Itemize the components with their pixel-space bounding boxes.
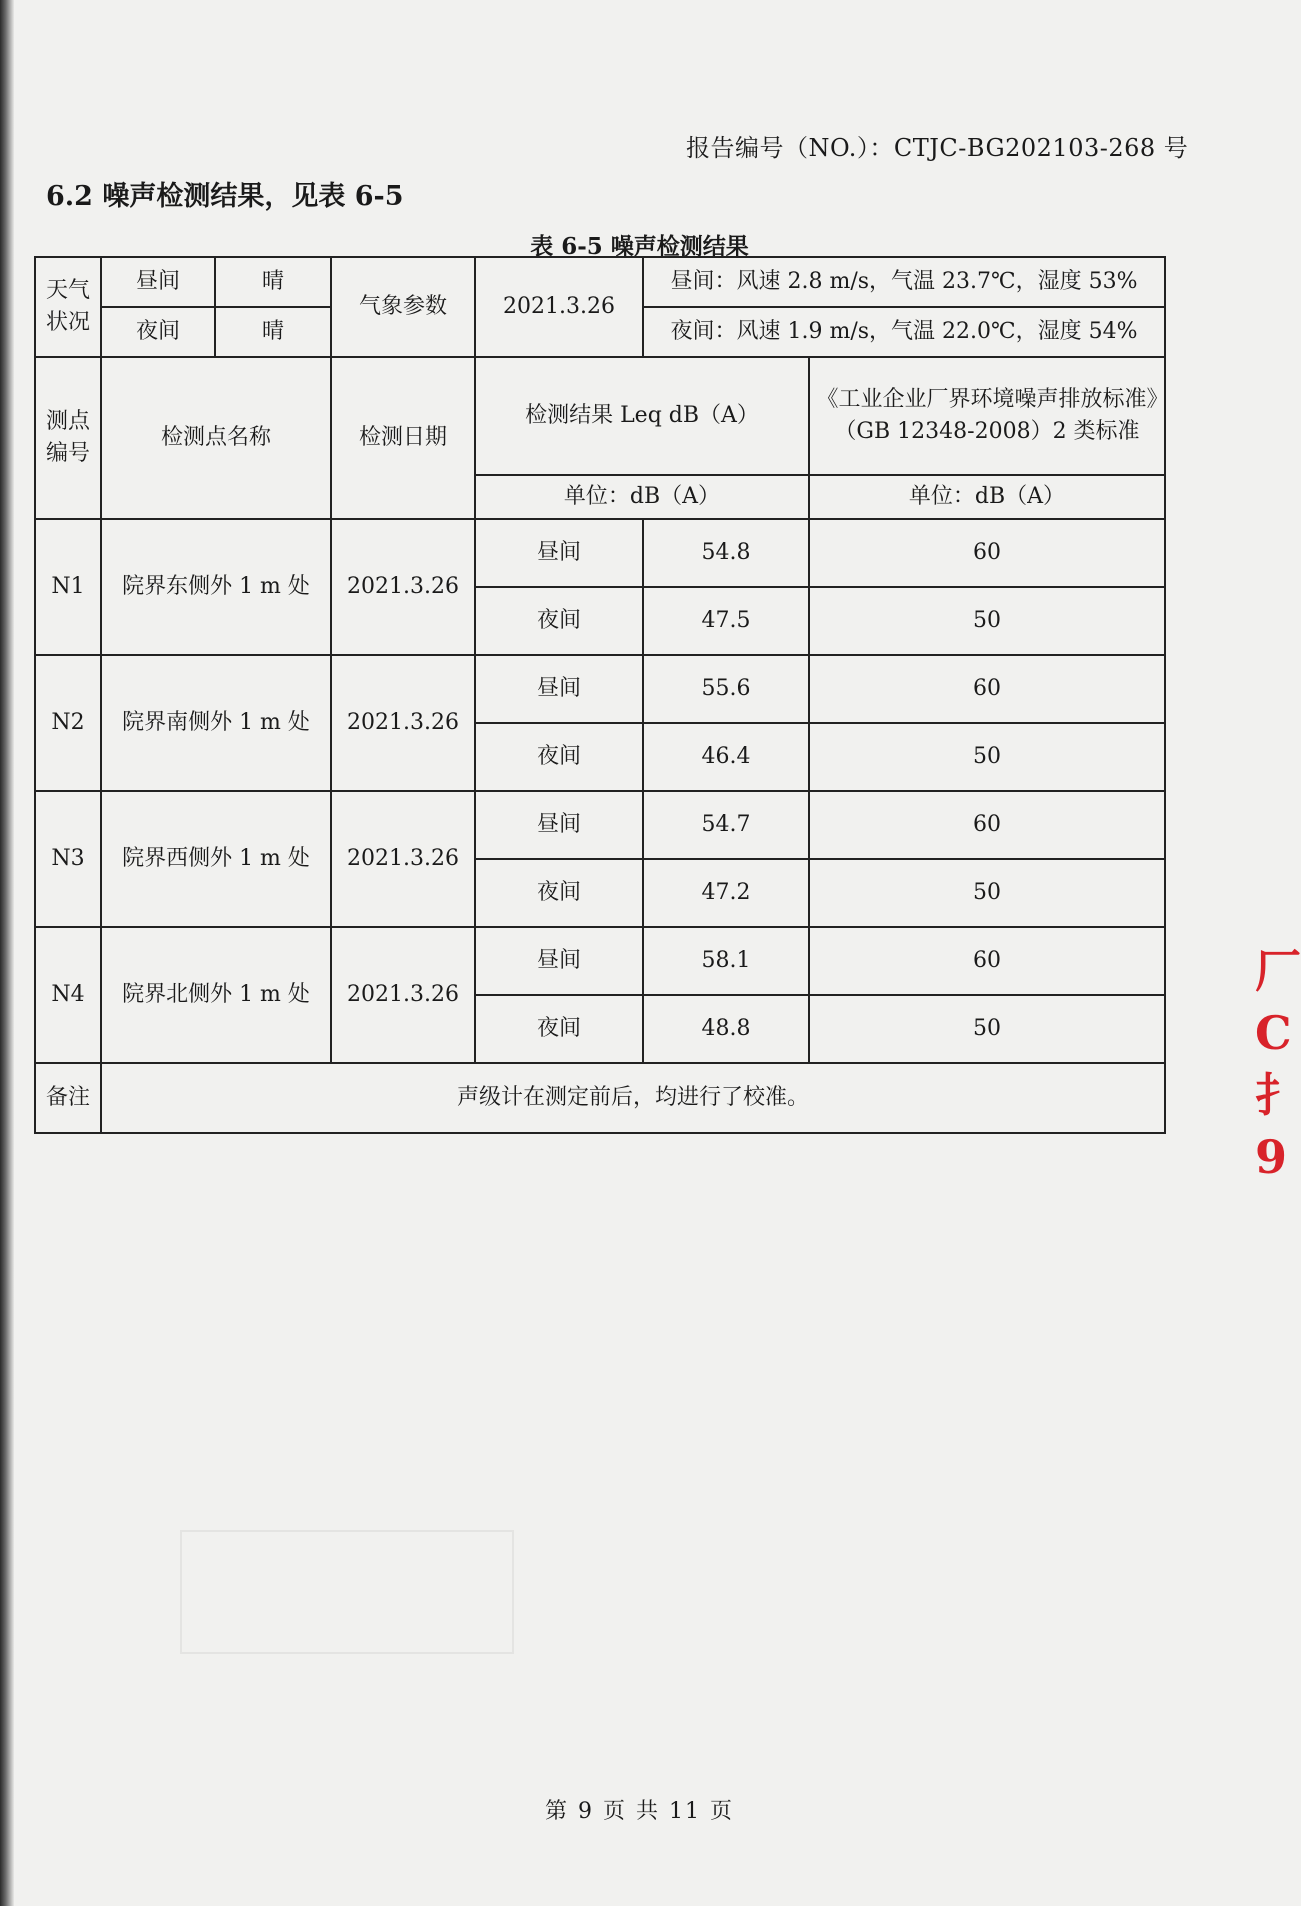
point-name-cell: 院界北侧外 1 m 处 bbox=[101, 927, 331, 1063]
limit-cell: 60 bbox=[809, 655, 1165, 723]
value-cell: 55.6 bbox=[643, 655, 809, 723]
header-standard: 《工业企业厂界环境噪声排放标准》（GB 12348-2008）2 类标准 bbox=[809, 357, 1165, 475]
table-row bbox=[35, 655, 1165, 723]
weather-row-day bbox=[35, 257, 1165, 307]
value-cell: 58.1 bbox=[643, 927, 809, 995]
remark-row bbox=[35, 1063, 1165, 1133]
point-id-cell: N1 bbox=[35, 519, 101, 655]
period-cell: 昼间 bbox=[475, 655, 643, 723]
weather-day-value: 晴 bbox=[215, 257, 331, 307]
value-cell: 47.2 bbox=[643, 859, 809, 927]
stamp-glyph: 扌 bbox=[1255, 1068, 1301, 1122]
table-row bbox=[35, 791, 1165, 859]
period-cell: 昼间 bbox=[475, 927, 643, 995]
section-title: 6.2 噪声检测结果，见表 6-5 bbox=[46, 181, 404, 212]
weather-day-label: 昼间 bbox=[101, 257, 215, 307]
point-id-cell: N3 bbox=[35, 791, 101, 927]
date-cell: 2021.3.26 bbox=[331, 655, 475, 791]
stamp-glyph: C bbox=[1255, 1006, 1292, 1060]
point-id-cell: N2 bbox=[35, 655, 101, 791]
limit-cell: 50 bbox=[809, 723, 1165, 791]
header-point-name: 检测点名称 bbox=[101, 357, 331, 519]
value-cell: 46.4 bbox=[643, 723, 809, 791]
header-date: 检测日期 bbox=[331, 357, 475, 519]
weather-night-label: 夜间 bbox=[101, 307, 215, 357]
limit-cell: 60 bbox=[809, 791, 1165, 859]
period-cell: 夜间 bbox=[475, 587, 643, 655]
limit-cell: 50 bbox=[809, 587, 1165, 655]
value-cell: 47.5 bbox=[643, 587, 809, 655]
table-caption: 表 6-5 噪声检测结果 bbox=[530, 233, 749, 260]
weather-day-params: 昼间：风速 2.8 m/s，气温 23.7℃，湿度 53% bbox=[643, 257, 1165, 307]
point-name-cell: 院界西侧外 1 m 处 bbox=[101, 791, 331, 927]
date-cell: 2021.3.26 bbox=[331, 519, 475, 655]
noise-results-table bbox=[34, 256, 1166, 1134]
point-name-cell: 院界南侧外 1 m 处 bbox=[101, 655, 331, 791]
remark-text: 声级计在测定前后，均进行了校准。 bbox=[101, 1063, 1165, 1133]
value-cell: 54.7 bbox=[643, 791, 809, 859]
header-result-unit: 单位：dB（A） bbox=[475, 475, 809, 519]
period-cell: 夜间 bbox=[475, 859, 643, 927]
stamp-glyph: 厂 bbox=[1255, 944, 1301, 998]
value-cell: 48.8 bbox=[643, 995, 809, 1063]
stamp-glyph: 9 bbox=[1255, 1130, 1288, 1184]
point-id-cell: N4 bbox=[35, 927, 101, 1063]
report-number: 报告编号（NO.）：CTJC-BG202103-268 号 bbox=[686, 134, 1189, 162]
table-row bbox=[35, 927, 1165, 995]
date-cell: 2021.3.26 bbox=[331, 791, 475, 927]
header-point-id: 测点编号 bbox=[35, 357, 101, 519]
bleed-through-mark bbox=[180, 1530, 514, 1654]
date-cell: 2021.3.26 bbox=[331, 927, 475, 1063]
weather-label: 天气状况 bbox=[35, 257, 101, 357]
limit-cell: 50 bbox=[809, 995, 1165, 1063]
period-cell: 夜间 bbox=[475, 995, 643, 1063]
weather-param-label: 气象参数 bbox=[331, 257, 475, 357]
scan-page-edge bbox=[0, 0, 14, 1906]
period-cell: 昼间 bbox=[475, 791, 643, 859]
red-seal-stamp bbox=[1255, 940, 1301, 1210]
limit-cell: 60 bbox=[809, 519, 1165, 587]
page-number: 第 9 页 共 11 页 bbox=[545, 1799, 734, 1824]
value-cell: 54.8 bbox=[643, 519, 809, 587]
header-row bbox=[35, 357, 1165, 475]
period-cell: 夜间 bbox=[475, 723, 643, 791]
point-name-cell: 院界东侧外 1 m 处 bbox=[101, 519, 331, 655]
limit-cell: 60 bbox=[809, 927, 1165, 995]
period-cell: 昼间 bbox=[475, 519, 643, 587]
header-standard-unit: 单位：dB（A） bbox=[809, 475, 1165, 519]
table-row bbox=[35, 519, 1165, 587]
weather-date: 2021.3.26 bbox=[475, 257, 643, 357]
remark-label: 备注 bbox=[35, 1063, 101, 1133]
weather-night-params: 夜间：风速 1.9 m/s，气温 22.0℃，湿度 54% bbox=[643, 307, 1165, 357]
header-result: 检测结果 Leq dB（A） bbox=[475, 357, 809, 475]
weather-night-value: 晴 bbox=[215, 307, 331, 357]
limit-cell: 50 bbox=[809, 859, 1165, 927]
